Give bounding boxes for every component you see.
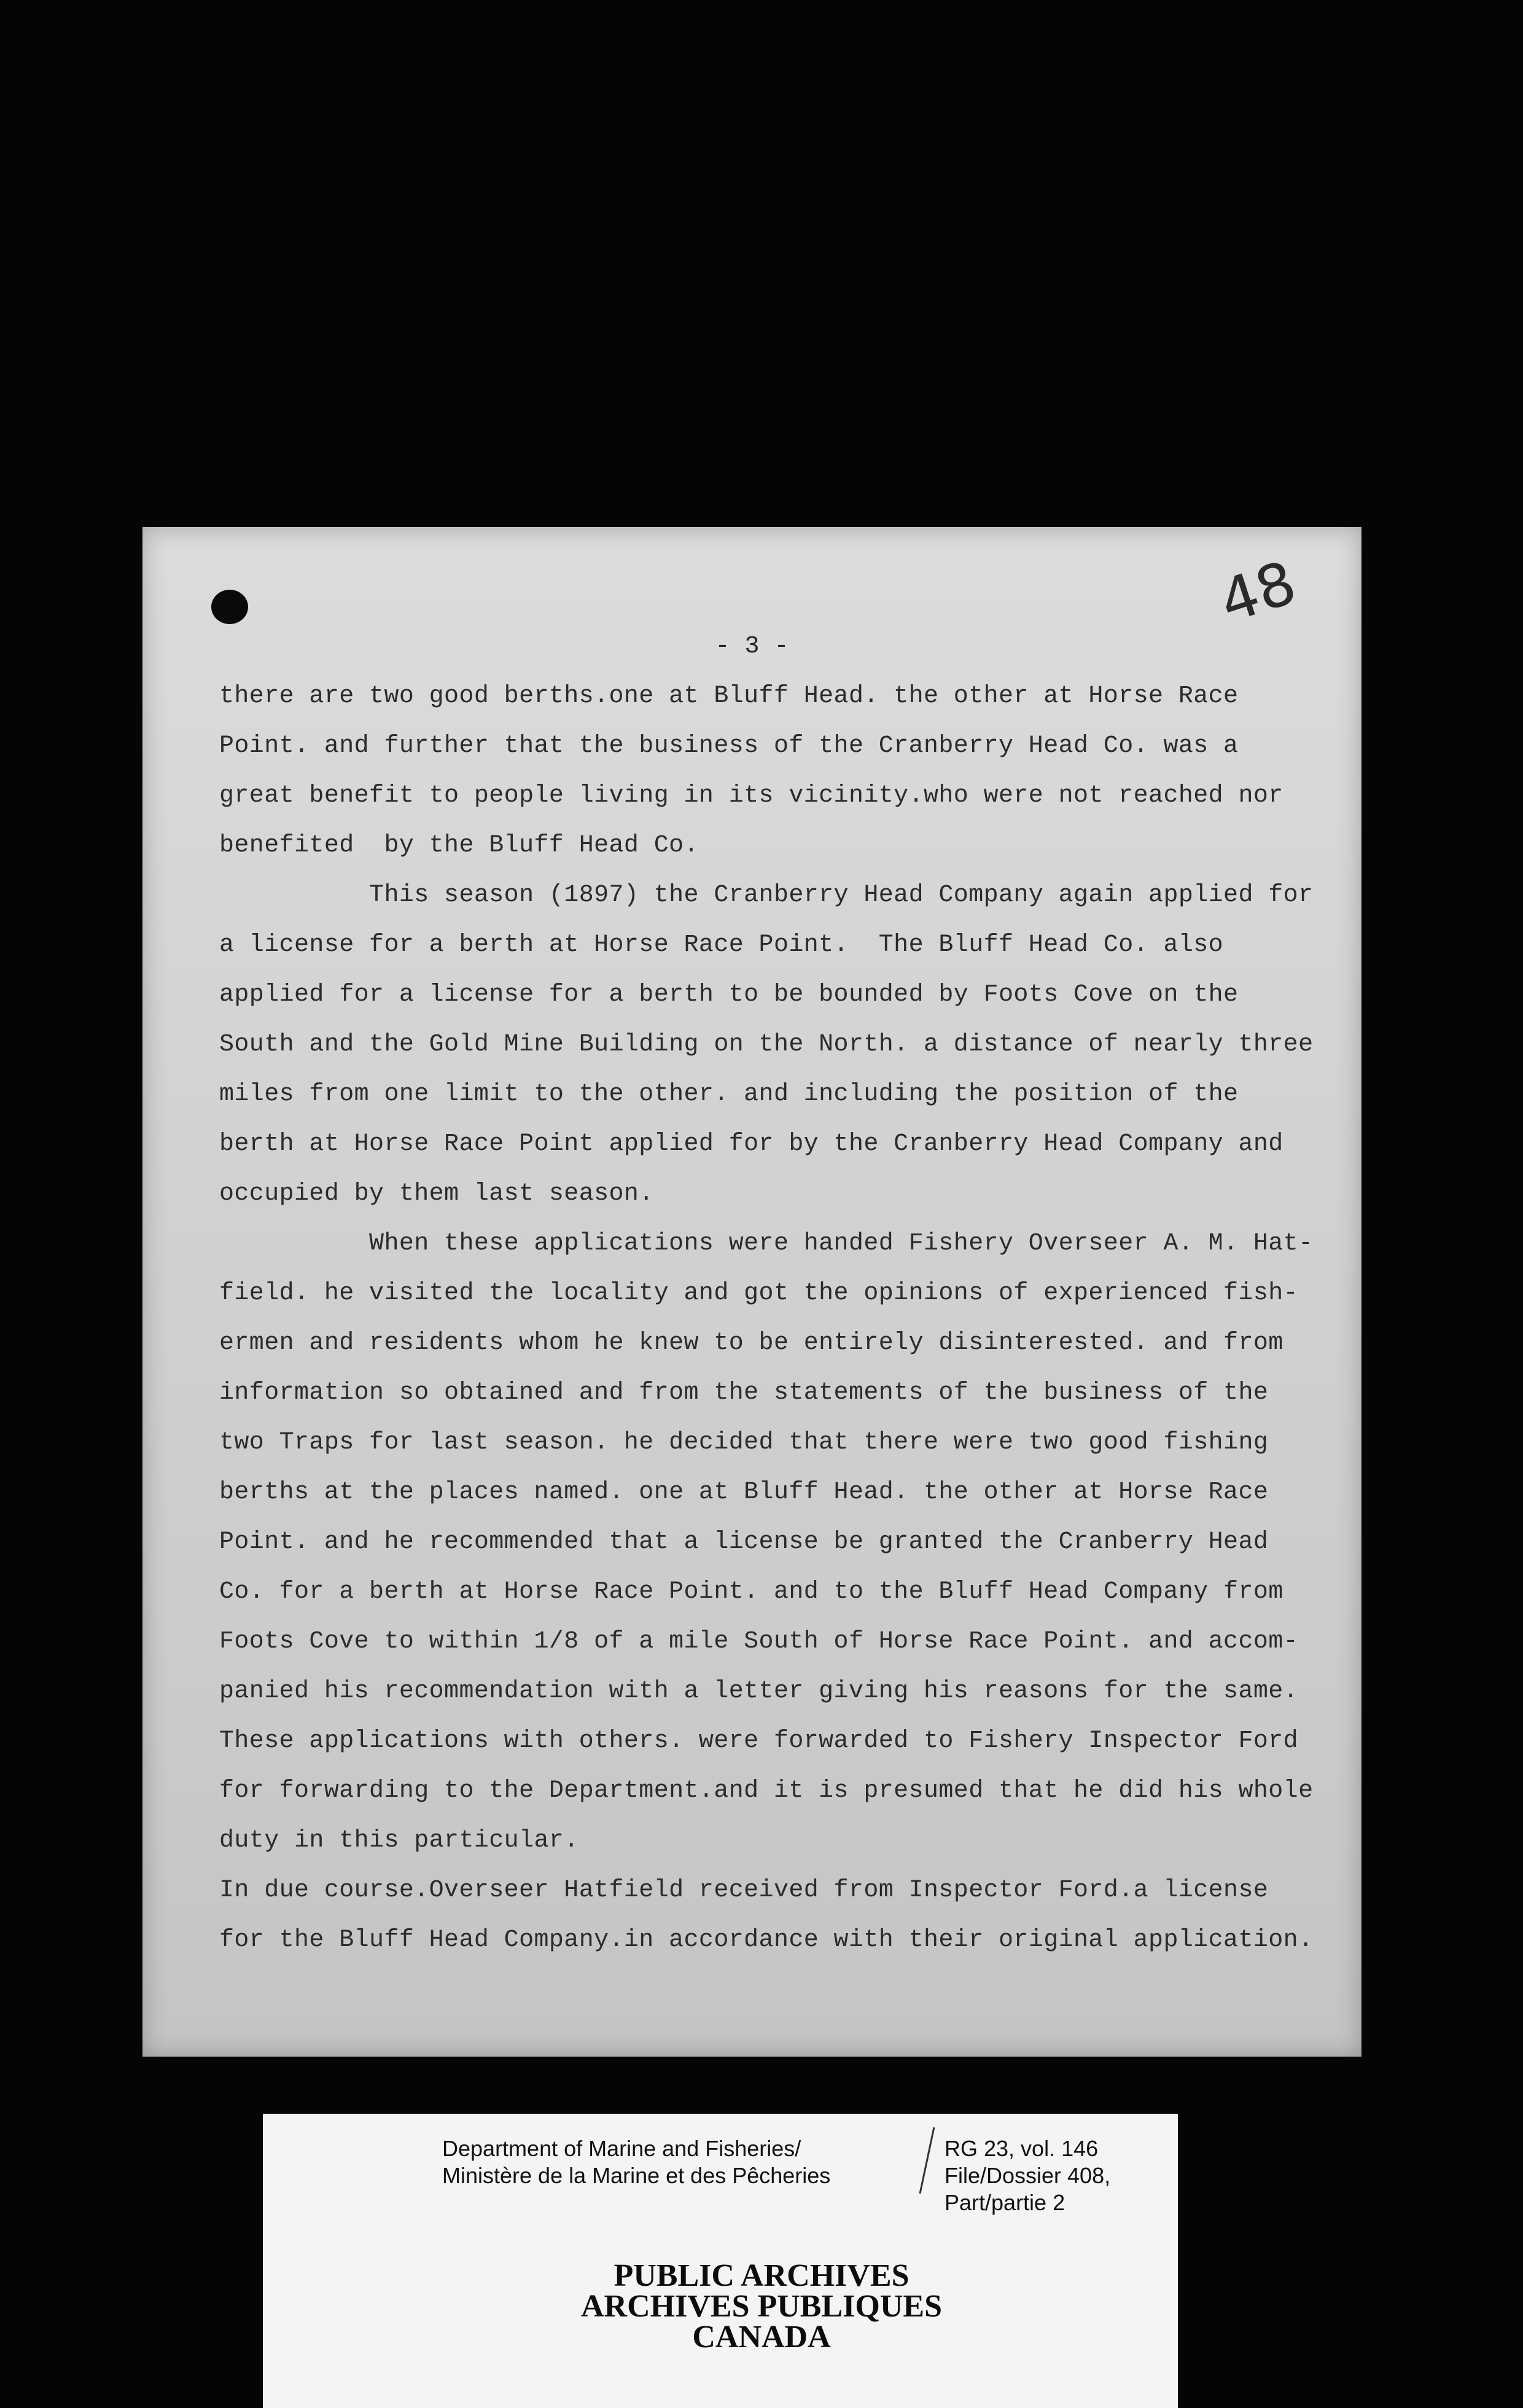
text-line: miles from one limit to the other. and including the position of the: [219, 1081, 1239, 1108]
archives-country: CANADA: [692, 2320, 831, 2355]
department-english: Department of Marine and Fisheries/: [442, 2136, 801, 2161]
text-line: Point. and he recommended that a license be granted the Cranberry Head: [219, 1528, 1269, 1556]
typed-page: [142, 527, 1361, 2057]
text-line: These applications with others. were forwarded to Fishery Inspector Ford: [219, 1727, 1299, 1755]
text-line: for forwarding to the Department.and it is presumed that he did his whole: [219, 1777, 1314, 1805]
text-line: berth at Horse Race Point applied for by the Cranberry Head Company and: [219, 1130, 1283, 1158]
text-line: great benefit to people living in its vicinity.who were not reached nor: [219, 782, 1283, 810]
file-number: File/Dossier 408,: [945, 2163, 1111, 2188]
text-line: Point. and further that the business of the Cranberry Head Co. was a: [219, 732, 1239, 760]
folio-number: 48: [1211, 547, 1304, 637]
department-french: Ministère de la Marine et des Pêcheries: [442, 2163, 831, 2188]
text-line: Co. for a berth at Horse Race Point. and to the Bluff Head Company from: [219, 1578, 1283, 1606]
text-line: duty in this particular.: [219, 1827, 579, 1855]
archives-stamp: [0, 2258, 1523, 2355]
archives-french: ARCHIVES PUBLIQUES: [580, 2289, 943, 2324]
text-line: a license for a berth at Horse Race Point. The Bluff Head Co. also: [219, 931, 1224, 959]
text-line: two Traps for last season. he decided that there were two good fishing: [219, 1429, 1269, 1456]
record-group: RG 23, vol. 146: [945, 2136, 1099, 2161]
text-line: there are two good berths.one at Bluff Head. the other at Horse Race: [219, 682, 1239, 710]
label-reference: [945, 2135, 1110, 2216]
text-line: South and the Gold Mine Building on the North. a distance of nearly three: [219, 1031, 1314, 1058]
label-department: [442, 2135, 830, 2189]
text-line: occupied by them last season.: [219, 1180, 654, 1208]
page-number: - 3 -: [715, 633, 789, 660]
text-line: ermen and residents whom he knew to be entirely disinterested. and from: [219, 1329, 1283, 1357]
text-line: When these applications were handed Fishery Overseer A. M. Hat-: [219, 1230, 1314, 1257]
text-line: benefited by the Bluff Head Co.: [219, 832, 699, 859]
text-line: information so obtained and from the statements of the business of the: [219, 1379, 1269, 1407]
text-line: applied for a license for a berth to be bounded by Foots Cove on the: [219, 981, 1239, 1009]
part-number: Part/partie 2: [945, 2190, 1065, 2215]
text-line: berths at the places named. one at Bluff Head. the other at Horse Race: [219, 1479, 1269, 1506]
text-line: Foots Cove to within 1/8 of a mile South of Horse Race Point. and accom-: [219, 1628, 1299, 1656]
archives-english: PUBLIC ARCHIVES: [613, 2258, 910, 2293]
text-line: for the Bluff Head Company.in accordance with their original application.: [219, 1926, 1314, 1954]
text-line: In due course.Overseer Hatfield received from Inspector Ford.a license: [219, 1877, 1269, 1904]
punch-hole: [211, 590, 248, 624]
text-line: panied his recommendation with a letter giving his reasons for the same.: [219, 1678, 1299, 1705]
text-line: This season (1897) the Cranberry Head Company again applied for: [219, 882, 1314, 909]
text-line: field. he visited the locality and got the opinions of experienced fish-: [219, 1280, 1299, 1307]
